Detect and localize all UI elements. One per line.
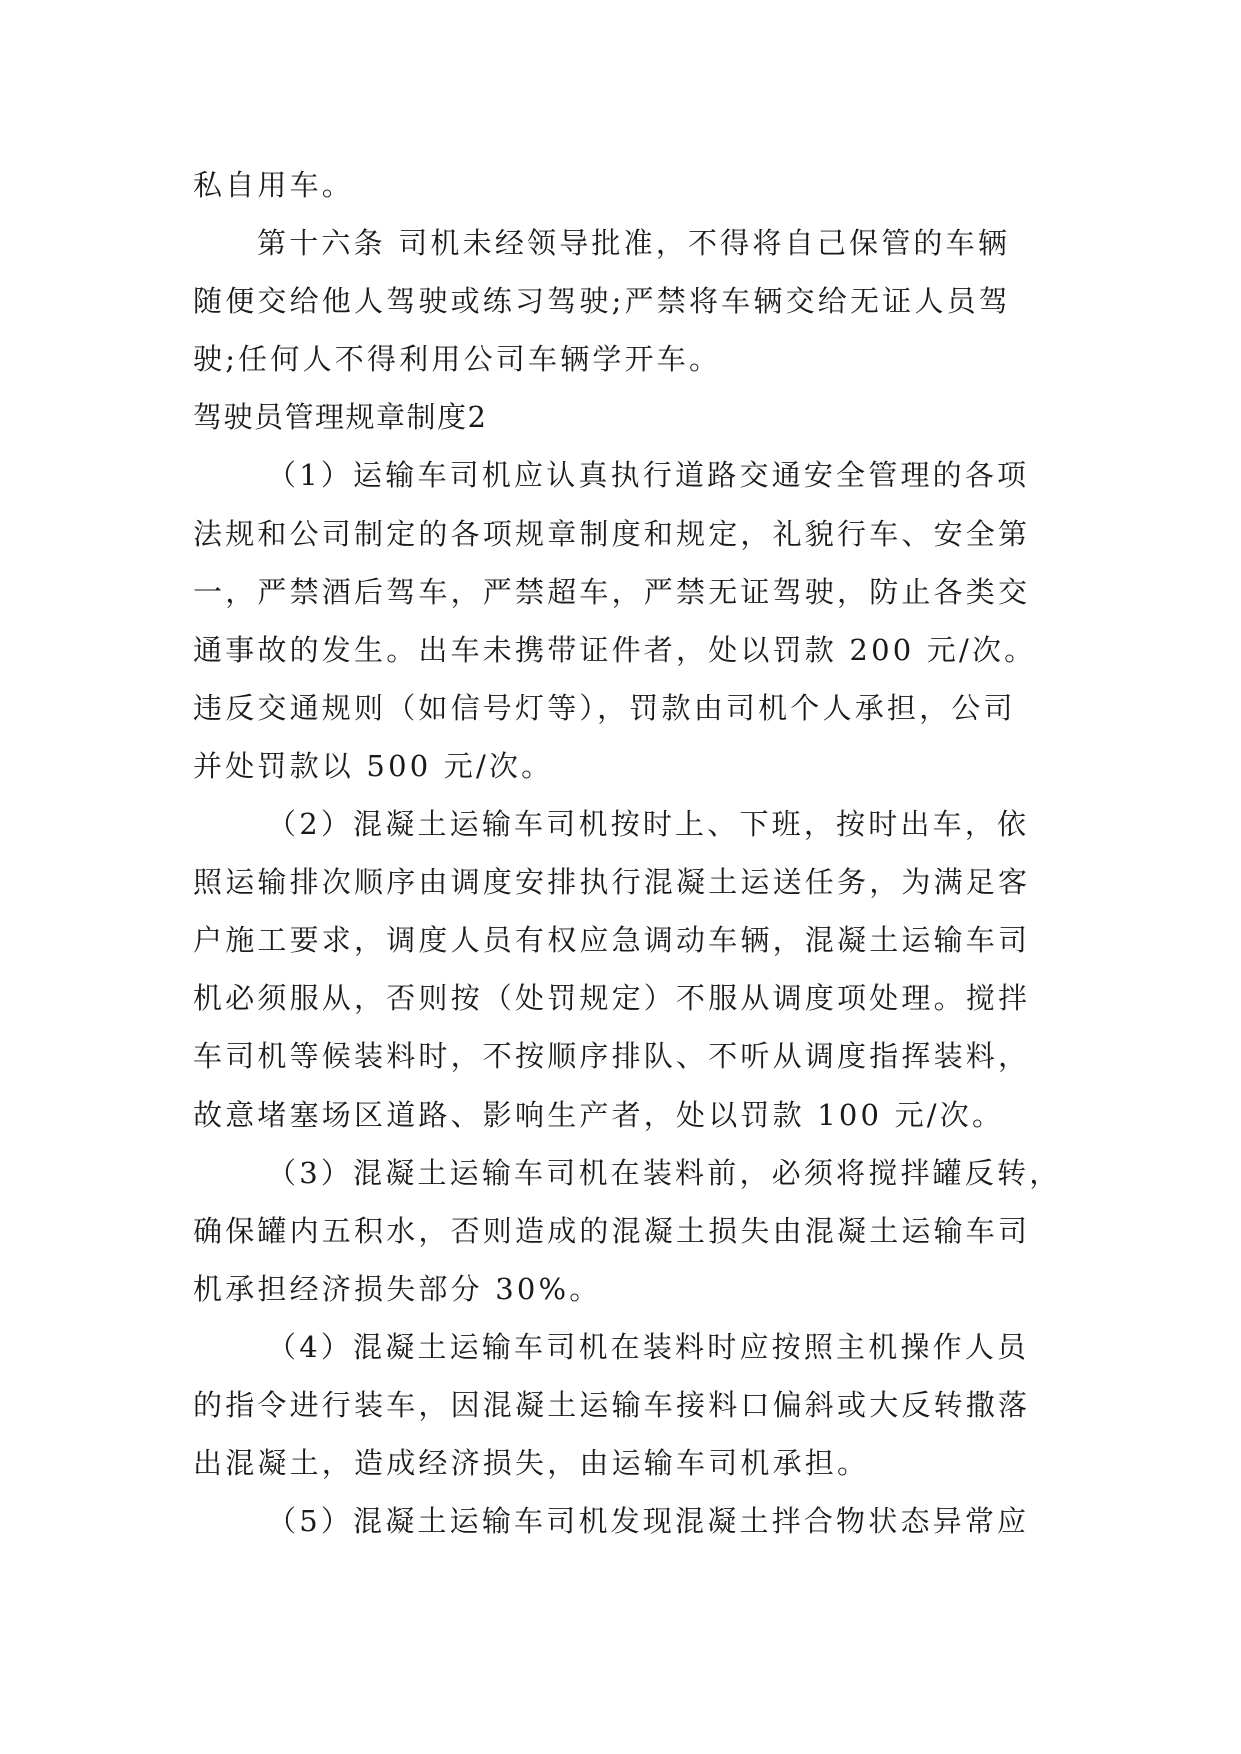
text-line-item-4: （4）混凝土运输车司机在装料时应按照主机操作人员 — [267, 1329, 1030, 1364]
text-line: 的指令进行装车，因混凝土运输车接料口偏斜或大反转撒落 — [193, 1387, 1031, 1422]
text-line: 私自用车。 — [193, 168, 355, 202]
text-line-item-3: （3）混凝土运输车司机在装料前，必须将搅拌罐反转， — [267, 1155, 1062, 1190]
text-line-item-2: （2）混凝土运输车司机按时上、下班，按时出车，依 — [267, 807, 1030, 842]
text-line: 驶;任何人不得利用公司车辆学开车。 — [193, 342, 722, 377]
text-line: 法规和公司制定的各项规章制度和规定，礼貌行车、安全第 — [193, 516, 1031, 551]
section-heading: 驾驶员管理规章制度2 — [193, 400, 488, 435]
text-line: 并处罚款以 500 元/次。 — [193, 748, 554, 783]
document-body — [193, 156, 1062, 1550]
text-line: 车司机等候装料时，不按顺序排队、不听从调度指挥装料， — [193, 1039, 1031, 1074]
text-line: 故意堵塞场区道路、影响生产者，处以罚款 100 元/次。 — [193, 1097, 1005, 1132]
text-line: 违反交通规则（如信号灯等），罚款由司机个人承担，公司 — [193, 690, 1016, 725]
text-line: 通事故的发生。出车未携带证件者，处以罚款 200 元/次。 — [193, 632, 1037, 667]
text-line-item-5: （5）混凝土运输车司机发现混凝土拌合物状态异常应 — [267, 1504, 1030, 1539]
text-line-article-16: 第十六条 司机未经领导批准，不得将自己保管的车辆 — [257, 226, 1011, 261]
text-line: 户施工要求，调度人员有权应急调动车辆，混凝土运输车司 — [193, 923, 1031, 958]
text-line: 机必须服从，否则按（处罚规定）不服从调度项处理。搅拌 — [193, 981, 1031, 1016]
text-line: 照运输排次顺序由调度安排执行混凝土运送任务，为满足客 — [193, 865, 1031, 900]
text-line: 机承担经济损失部分 30%。 — [193, 1271, 602, 1306]
text-line: 随便交给他人驾驶或练习驾驶;严禁将车辆交给无证人员驾 — [193, 284, 1011, 319]
text-line: 确保罐内五积水，否则造成的混凝土损失由混凝土运输车司 — [193, 1213, 1031, 1248]
text-line: 一，严禁酒后驾车，严禁超车，严禁无证驾驶，防止各类交 — [193, 574, 1031, 609]
text-line-item-1: （1）运输车司机应认真执行道路交通安全管理的各项 — [267, 458, 1030, 493]
text-line: 出混凝土，造成经济损失，由运输车司机承担。 — [193, 1446, 870, 1481]
